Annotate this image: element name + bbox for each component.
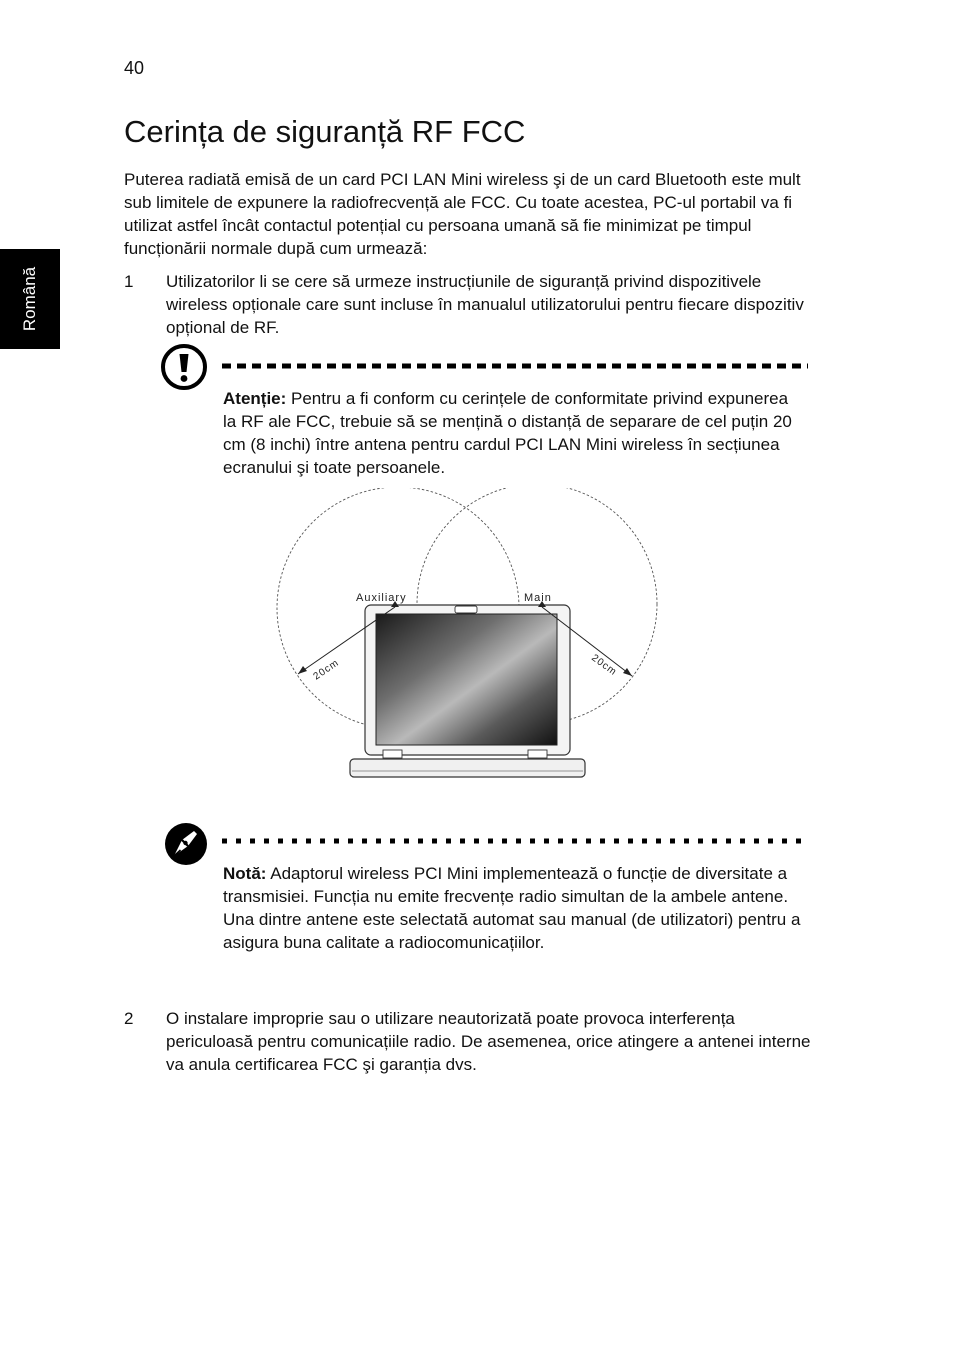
right-distance-label: 20cm <box>589 652 619 679</box>
warning-label: Atenție: <box>223 389 287 408</box>
laptop-hinge-left <box>383 750 402 758</box>
page-title: Cerința de siguranță RF FCC <box>124 114 526 149</box>
laptop-hinge-right <box>528 750 547 758</box>
antenna-range-diagram <box>270 488 670 783</box>
language-tab <box>0 249 60 349</box>
warning-body: Pentru a fi conform cu cerințele de conformitate privind expunerea la RF ale FCC, trebuie să se mențină o distanță de separare de cel puțin 20 cm (8 inchi) între antena pentru cardul PCI LAN Mini wireless în secțiunea ecranului şi toate persoanele. <box>223 389 792 477</box>
laptop-screen <box>376 614 557 745</box>
list-item-text: O instalare improprie sau o utilizare neautorizată poate provoca interferența periculoasă pentru comunicațiile radio. De asemenea, orice atingere a antenei interne va anula certificarea FCC şi garanția dvs. <box>166 1009 811 1074</box>
list-item-text: Utilizatorilor li se cere să urmeze instrucțiunile de siguranță privind dispozitivele wireless opționale care sunt incluse în manualul utilizatorului pentru fiecare dispozitiv opțional de RF. <box>166 272 804 337</box>
note-label: Notă: <box>223 864 267 883</box>
laptop-latch <box>455 606 477 613</box>
auxiliary-label: Auxiliary <box>356 592 407 604</box>
warning-divider <box>220 362 810 370</box>
note-divider <box>220 837 810 845</box>
list-item-number: 1 <box>124 272 134 291</box>
intro-paragraph: Puterea radiată emisă de un card PCI LAN Mini wireless şi de un card Bluetooth este mult sub limitele de expunere la radiofrecvență ale FCC. Cu toate acestea, PC-ul portabil va fi utilizat astfel încât contactul potențial cu persoana umană să fie minimizat pe timpul funcționării normale după cum urmează: <box>124 170 801 258</box>
list-item-number: 2 <box>124 1009 134 1028</box>
list-item <box>124 270 814 339</box>
main-label: Main <box>524 592 552 604</box>
page-number: 40 <box>124 58 145 78</box>
note-body: Adaptorul wireless PCI Mini implementează o funcție de diversitate a transmisiei. Funcția nu emite frecvențe radio simultan de la ambele antene. Una dintre antene este selectată automat sau manual (de utilizatori) pentru a asigura buna calitate a radiocomunicațiilor. <box>223 864 801 952</box>
left-distance-label: 20cm <box>311 657 342 683</box>
exclamation-icon <box>160 343 208 391</box>
laptop-base <box>350 759 585 777</box>
list-item <box>124 1007 814 1076</box>
warning-text <box>223 387 803 479</box>
language-tab-label: Română <box>20 266 39 332</box>
pen-note-icon <box>160 818 208 866</box>
note-text <box>223 862 803 954</box>
laptop <box>350 605 585 777</box>
